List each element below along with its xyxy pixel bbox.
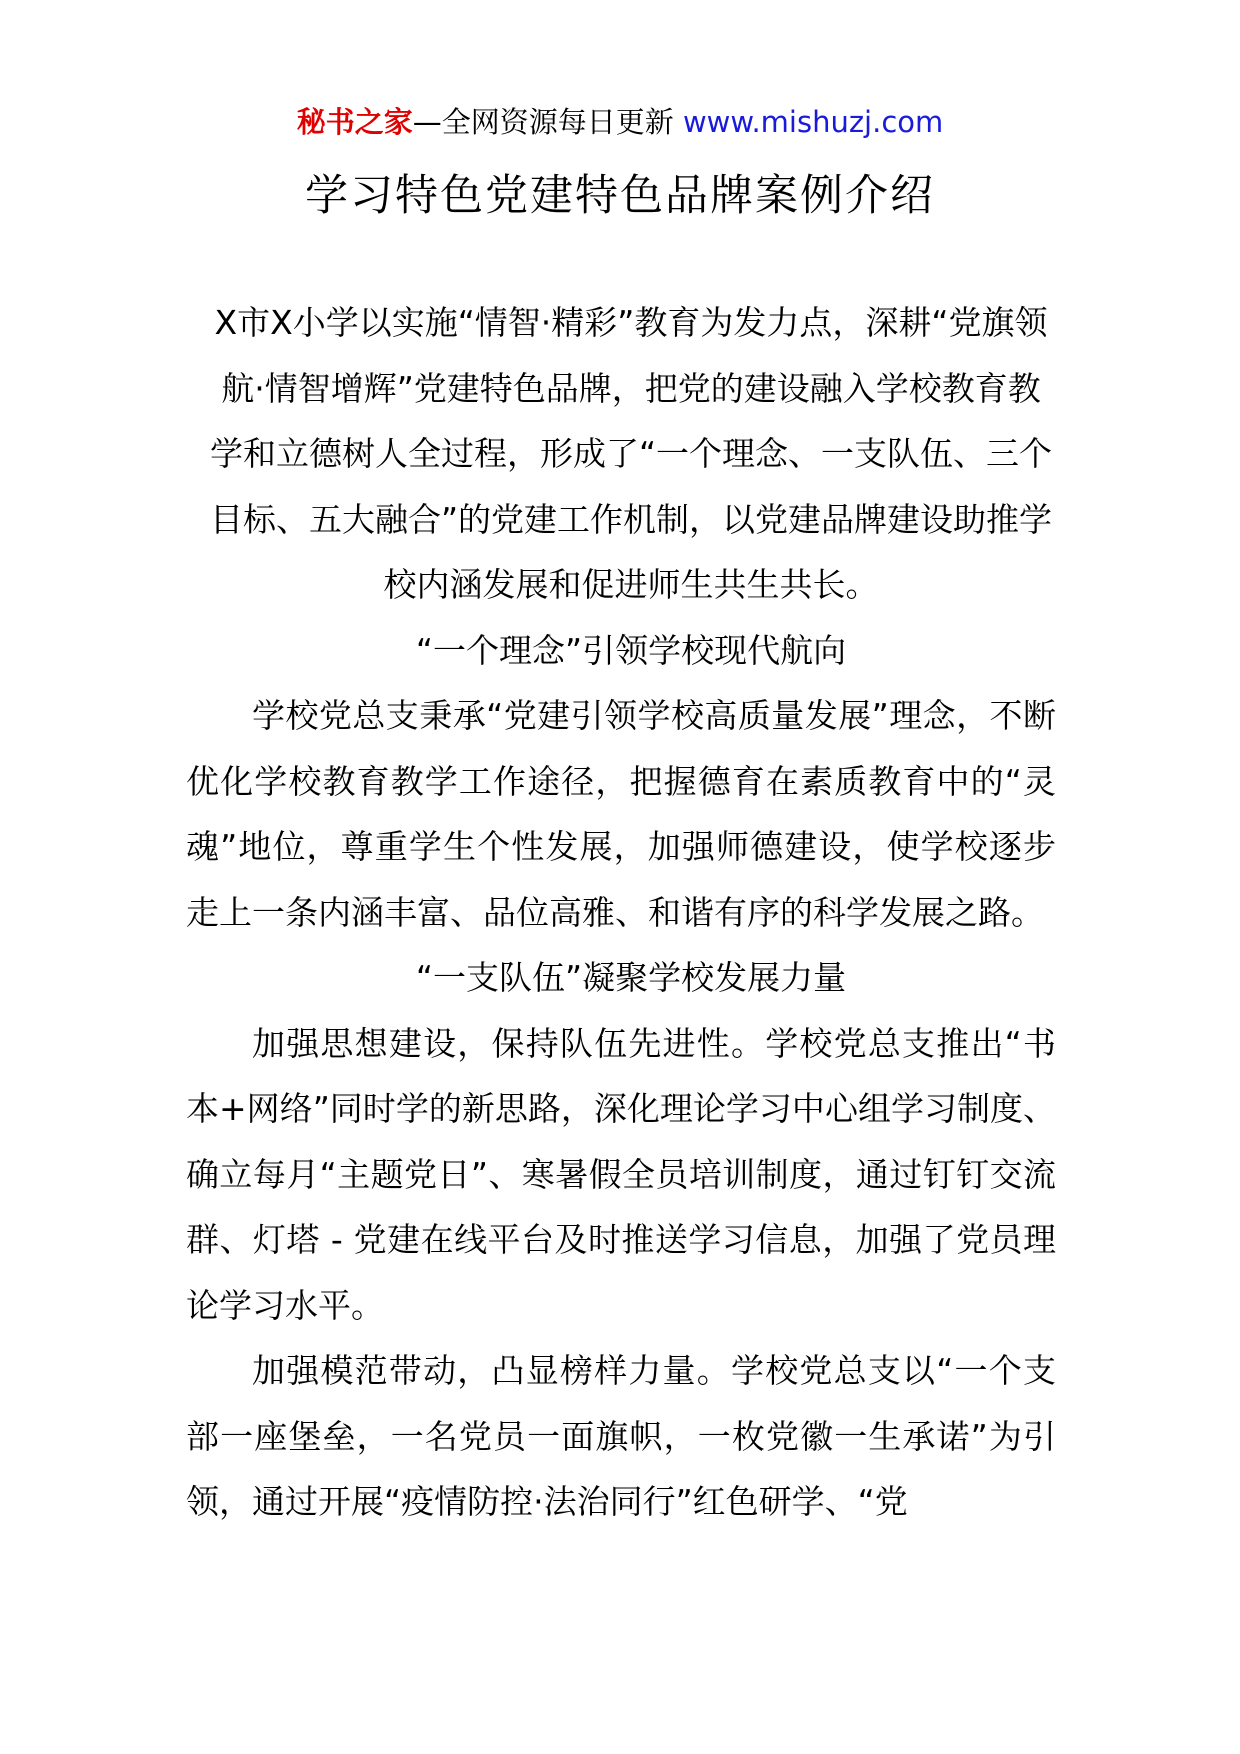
body-paragraph: 学校党总支秉承“党建引领学校高质量发展”理念，不断优化学校教育教学工作途径，把握德育在素质教育中的“灵魂”地位，尊重学生个性发展，加强师德建设，使学校逐步走上一条内涵丰富、品位高雅、和谐有序的科学发展之路。 — [186, 696, 1056, 932]
site-slogan: —全网资源每日更新 — [412, 105, 683, 139]
site-url-link[interactable]: www.mishuzj.com — [682, 105, 944, 139]
body-paragraph: 加强模范带动，凸显榜样力量。学校党总支以“一个支部一座堡垒，一名党员一面旗帜，一枚党徽一生承诺”为引领，通过开展“疫情防控·法治同行”红色研学、“党 — [186, 1351, 1056, 1521]
intro-paragraph: X市X小学以实施“情智·精彩”教育为发力点，深耕“党旗领航·情智增辉”党建特色品牌，把党的建设融入学校教育教学和立德树人全过程，形成了“一个理念、一支队伍、三个目标、五大融合”的党建工作机制，以党建品牌建设助推学校内涵发展和促进师生共生共长。 — [209, 303, 1053, 604]
section-heading: “一支队伍”凝聚学校发展力量 — [415, 958, 847, 997]
body-paragraph: 加强思想建设，保持队伍先进性。学校党总支推出“书本+网络”同时学的新思路，深化理论学习中心组学习制度、确立每月“主题党日”、寒暑假全员培训制度，通过钉钉交流群、灯塔 - 党建在线平台及时推送学习信息，加强了党员理论学习水平。 — [186, 1023, 1056, 1325]
site-name: 秘书之家 — [296, 105, 413, 139]
document-body — [186, 290, 1056, 1535]
section-heading: “一个理念”引领学校现代航向 — [415, 630, 847, 670]
document-title: 学习特色党建特色品牌案例介绍 — [305, 171, 935, 221]
site-header — [0, 102, 1240, 142]
